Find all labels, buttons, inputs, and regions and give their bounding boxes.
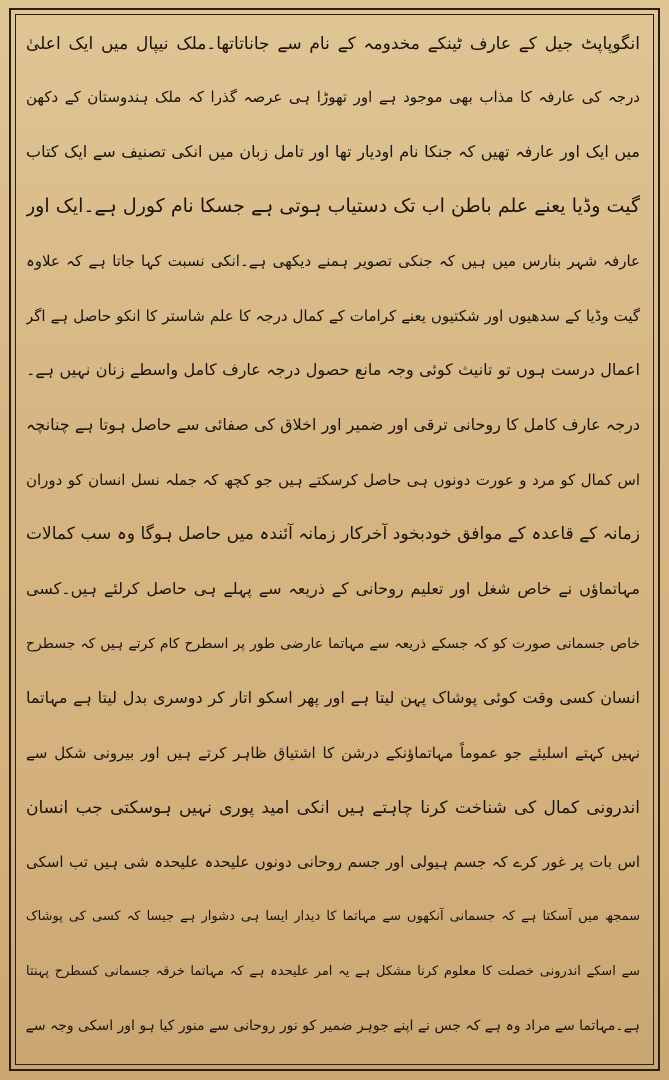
text-line-11: مہاتماؤں نے خاص شغل اور تعلیم روحانی کے ذریعہ سے پہلے ہی حاصل کرلئے ہیں۔کسی — [26, 579, 640, 598]
text-line-17: سمجھ میں آسکتا ہے کہ جسمانی آنکھوں سے مہاتما کا دیدار ایسا ہی دشوار ہے جیسا کہ کسی کی پوشاک — [26, 909, 640, 924]
text-line-14: نہیں کہتے اسلیئے جو عموماً مہاتماؤنکے درشن کا اشتیاق ظاہر کرتے ہیں اور بیرونی شکل سے — [26, 744, 640, 762]
text-line-19: ہے۔مہاتما سے مراد وہ ہے کہ جس نے اپنے جوہر ضمیر کو نور روحانی سے منور کیا ہو اور اسکی وجہ سے — [26, 1018, 640, 1034]
text-line-5: عارفہ شہر بنارس میں ہیں کہ جنکی تصویر ہمنے دیکھی ہے۔انکی نسبت کہا جاتا ہے کہ علاوہ — [26, 252, 640, 270]
text-line-18: سے اسکے اندرونی خصلت کا معلوم کرنا مشکل ہے یہ امر علیحدہ ہے کہ مہاتما خرقہ جسمانی کسطرح پہنتا — [26, 964, 640, 979]
text-line-7: اعمال درست ہوں تو تانیث کوئی وجہ مانع حصول درجہ عارف کامل واسطے زنان نہیں ہے۔ — [26, 360, 640, 379]
urdu-text-block — [26, 20, 640, 1060]
text-line-2: درجہ کی عارفہ کا مذاب بھی موجود ہے اور تھوڑا ہی عرصہ گذرا کہ ملک ہندوستان کے دکھن — [26, 88, 640, 106]
text-line-1: انگوپاپٹ جیل کے عارف ٹینکے مخدومہ کے نام سے جاناتاتھا۔ملک نیپال میں ایک اعلیٰ — [26, 34, 640, 54]
text-line-8: درجہ عارف کامل کا روحانی ترقی اور ضمیر اور اخلاق کی صفائی سے حاصل ہوتا ہے چنانچہ — [26, 415, 640, 434]
text-line-4: گیت وڈیا یعنے علم باطن اب تک دستیاب ہوتی ہے جسکا نام کورل ہے۔ایک اور — [26, 195, 640, 217]
text-line-12: خاص جسمانی صورت کو کہ جسکے ذریعہ سے مہاتما عارضی طور پر اسطرح کام کرتے ہیں کہ جسطرح — [26, 636, 640, 652]
text-line-15: اندرونی کمال کی شناخت کرنا چاہتے ہیں انکی امید پوری نہیں ہوسکتی جب انسان — [26, 798, 640, 818]
text-line-9: اس کمال کو مرد و عورت دونوں ہی حاصل کرسکتے ہیں جو کچھ کہ جملہ نسل انسان کو دوران — [26, 471, 640, 489]
text-line-3: میں ایک اور عارفہ تھیں کہ جنکا نام اودیار تھا اور تامل زبان میں انکی تصنیف سے ایک کتاب — [26, 142, 640, 161]
text-line-16: اس بات پر غور کرے کہ جسم ہیولی اور جسم روحانی دونوں علیحدہ علیحدہ شی ہیں تب اسکی — [26, 853, 640, 871]
text-line-13: انسان کسی وقت کوئی پوشاک پہن لیتا ہے اور پھر اسکو اتار کر دوسری بدل لیتا ہے مہاتما — [26, 688, 640, 707]
text-line-10: زمانہ کے قاعدہ کے موافق خودبخود آخرکار زمانہ آئندہ میں حاصل ہوگا وہ سب کمالات — [26, 524, 640, 544]
text-line-6: گیت وڈیا کے سدھیوں اور شکتیوں یعنے کرامات کے کمال درجہ کا علم شاستر کا انکو حاصل ہے اگر — [26, 307, 640, 325]
